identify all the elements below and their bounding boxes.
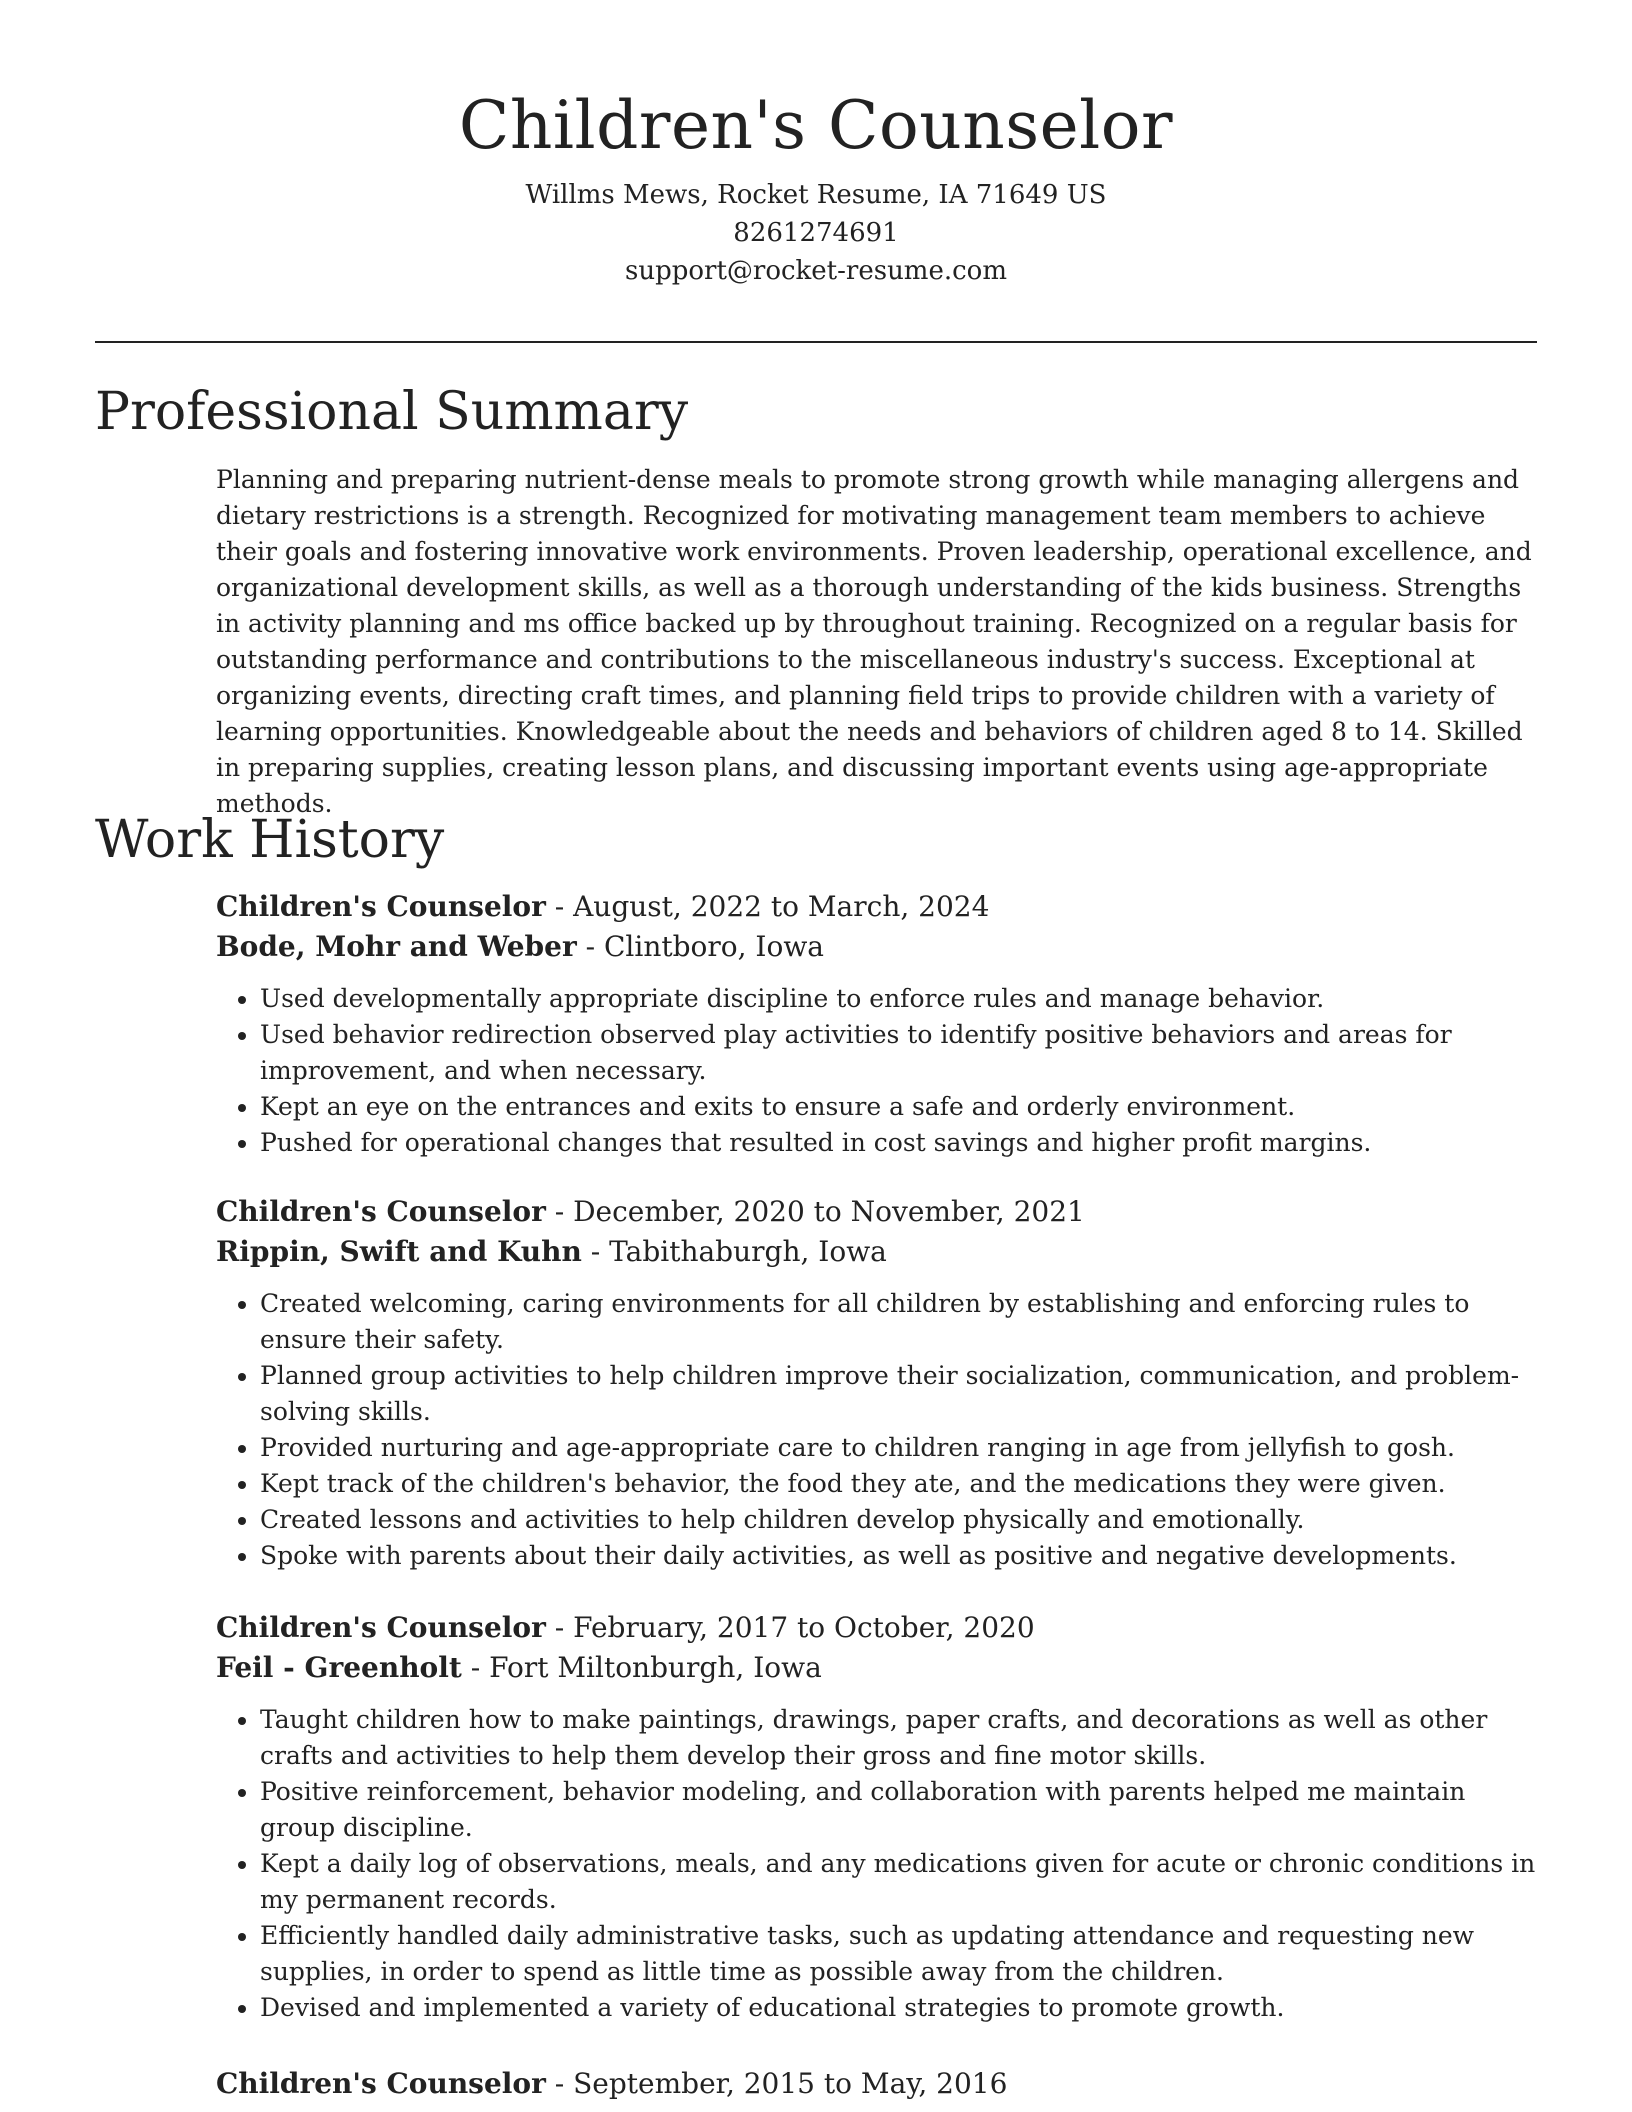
job-entry: [216, 1608, 1536, 2026]
job-bullet: • Used developmentally appropriate discipline to enforce rules and manage behavior.: [260, 981, 1536, 1017]
contact-email: support@rocket-resume.com: [624, 256, 1007, 286]
job-bullet: • Used behavior redirection observed play activities to identify positive behaviors and areas for improvement, and when necessary.: [260, 1017, 1536, 1089]
job-bullets: [216, 981, 1536, 1161]
job-bullet: • Taught children how to make paintings, drawings, paper crafts, and decorations as well as other crafts and activities to help them develop their gross and fine motor skills.: [260, 1702, 1536, 1774]
job-company: Bode, Mohr and Weber: [216, 930, 577, 963]
job-bullet: • Created welcoming, caring environments for all children by establishing and enforcing rules to ensure their safety.: [260, 1286, 1536, 1358]
job-bullet: • Kept a daily log of observations, meals, and any medications given for acute or chronic conditions in my permanent records.: [260, 1846, 1536, 1918]
job-dates: - December, 2020 to November, 2021: [545, 1195, 1085, 1228]
job-bullet: • Created lessons and activities to help children develop physically and emotionally.: [260, 1502, 1536, 1538]
job-bullets: [216, 1286, 1536, 1574]
contact-phone: 8261274691: [733, 218, 899, 248]
job-title-line: [216, 1608, 1536, 1648]
candidate-name: Children's Counselor: [458, 87, 1174, 164]
resume-header: [0, 84, 1632, 290]
job-entry: [216, 887, 1536, 1161]
contact-address: Willms Mews, Rocket Resume, IA 71649 US: [525, 180, 1107, 210]
job-dates: - September, 2015 to May, 2016: [545, 2067, 1008, 2100]
job-bullets: [216, 1702, 1536, 2026]
contact-block: [0, 176, 1632, 290]
job-bullet: • Planned group activities to help children improve their socialization, communication, and problem-solving skills.: [260, 1358, 1536, 1430]
job-bullet: • Provided nurturing and age-appropriate care to children ranging in age from jellyfish to gosh.: [260, 1430, 1536, 1466]
job-dates: - August, 2022 to March, 2024: [545, 890, 990, 923]
job-company-line: [216, 1648, 1536, 1688]
job-bullet: • Kept track of the children's behavior, the food they ate, and the medications they were given.: [260, 1466, 1536, 1502]
summary-heading: Professional Summary: [95, 382, 689, 442]
job-dates: - February, 2017 to October, 2020: [545, 1611, 1035, 1644]
job-company-line: [216, 927, 1536, 967]
job-location: - Tabithaburgh, Iowa: [581, 1235, 887, 1268]
job-role: Children's Counselor: [216, 890, 546, 923]
job-title-line: [216, 1192, 1536, 1232]
header-divider: [95, 341, 1537, 343]
job-bullet: • Positive reinforcement, behavior modeling, and collaboration with parents helped me maintain group discipline.: [260, 1774, 1536, 1846]
job-role: Children's Counselor: [216, 1611, 546, 1644]
work-history-heading: Work History: [95, 810, 445, 870]
job-location: - Clintboro, Iowa: [576, 930, 825, 963]
job-bullet: • Devised and implemented a variety of educational strategies to promote growth.: [260, 1990, 1536, 2026]
job-bullet: • Kept an eye on the entrances and exits to ensure a safe and orderly environment.: [260, 1089, 1536, 1125]
job-entry: [216, 1192, 1536, 1574]
job-role: Children's Counselor: [216, 1195, 546, 1228]
job-bullet: • Spoke with parents about their daily activities, as well as positive and negative developments.: [260, 1538, 1536, 1574]
job-bullet: • Efficiently handled daily administrative tasks, such as updating attendance and requesting new supplies, in order to spend as little time as possible away from the children.: [260, 1918, 1536, 1990]
job-company: Rippin, Swift and Kuhn: [216, 1235, 582, 1268]
job-location: - Fort Miltonburgh, Iowa: [461, 1651, 822, 1684]
job-role: Children's Counselor: [216, 2067, 546, 2100]
job-company-line: [216, 1232, 1536, 1272]
job-title-line: [216, 887, 1536, 927]
summary-text: Planning and preparing nutrient-dense meals to promote strong growth while managing allergens and dietary restrictions is a strength. Recognized for motivating management team members to achieve their goals and fostering innovative work environments. Proven leadership, operational excellence, and organizational development skills, as well as a thorough understanding of the kids business. Strengths in activity planning and ms office backed up by throughout training. Recognized on a regular basis for outstanding performance and contributions to the miscellaneous industry's success. Exceptional at organizing events, directing craft times, and planning field trips to provide children with a variety of learning opportunities. Knowledgeable about the needs and behaviors of children aged 8 to 14. Skilled in preparing supplies, creating lesson plans, and discussing important events using age-appropriate methods.: [216, 465, 1532, 818]
job-company: Feil - Greenholt: [216, 1651, 462, 1684]
job-bullet: • Pushed for operational changes that resulted in cost savings and higher profit margins.: [260, 1125, 1536, 1161]
job-title-line: [216, 2064, 1536, 2104]
job-entry: [216, 2064, 1536, 2104]
